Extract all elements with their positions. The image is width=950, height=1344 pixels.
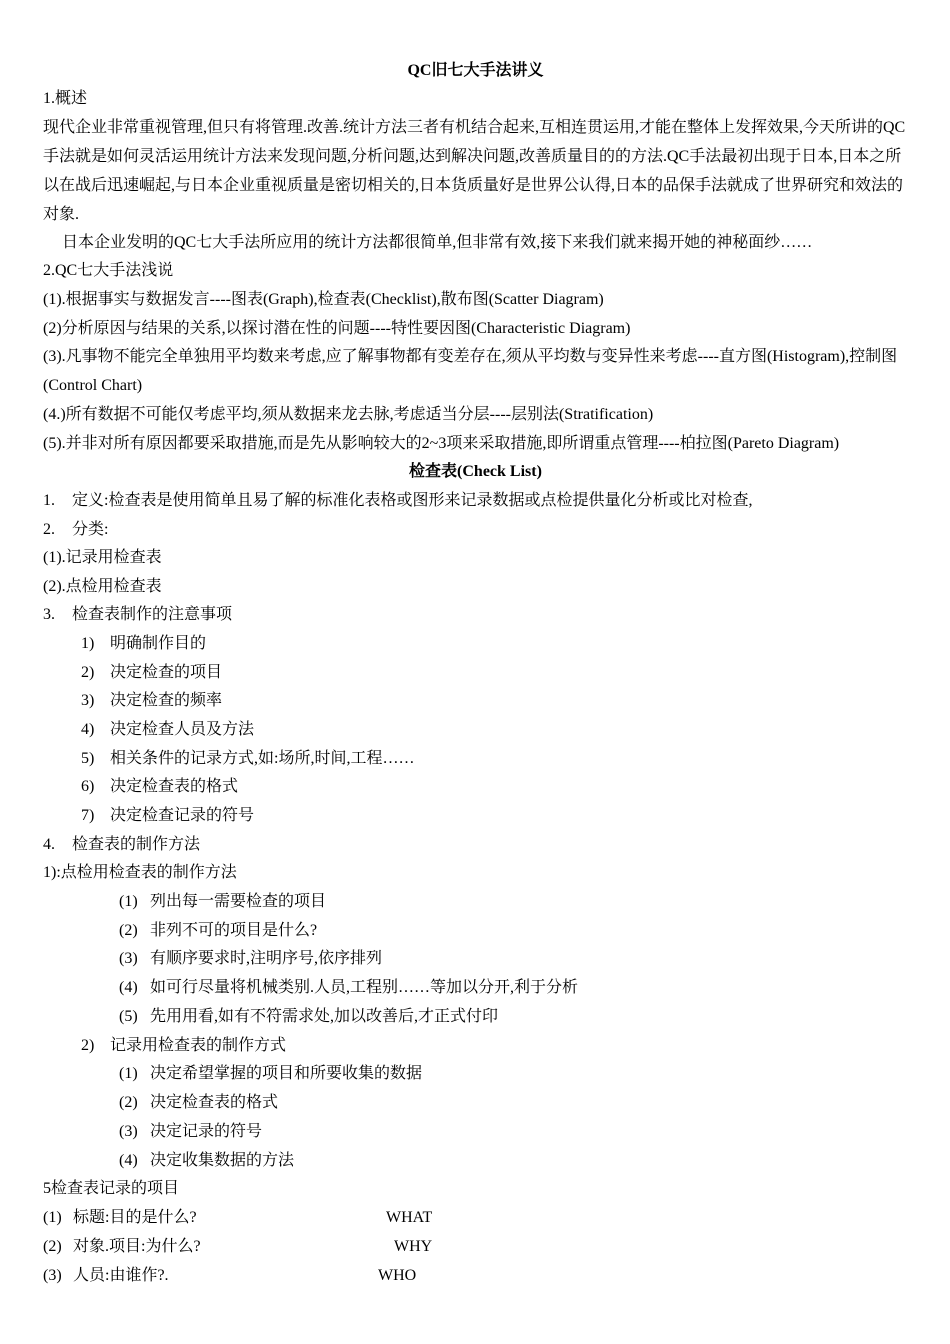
item-text: 决定检查人员及方法	[110, 721, 255, 738]
item-text: 决定收集数据的方法	[150, 1152, 295, 1169]
item-text: 决定记录的符号	[150, 1123, 263, 1140]
item-text: 决定检查表的格式	[150, 1094, 279, 1111]
item-number: 1.	[43, 492, 55, 509]
item-text: 如可行尽量将机械类别.人员,工程别……等加以分开,利于分析	[150, 979, 579, 996]
item-text: 明确制作目的	[110, 635, 207, 652]
point-check-method-heading: 1):点检用检查表的制作方法	[43, 864, 237, 881]
item-text: 决定检查的项目	[110, 664, 223, 681]
item-number: (1)	[119, 1065, 138, 1082]
method-step	[119, 973, 908, 1002]
section-1-heading: 1.概述	[43, 90, 88, 107]
method-step	[119, 1002, 908, 1031]
section-2-item: (5).并非对所有原因都要采取措施,而是先从影响较大的2~3项来采取措施,即所谓重点管理----柏拉图(Pareto Diagram)	[43, 435, 840, 452]
check-item-3	[43, 600, 908, 629]
item-number: 6)	[81, 778, 95, 795]
section-1-paragraph: 现代企业非常重视管理,但只有将管理.改善.统计方法三者有机结合起来,互相连贯运用,才能在整体上发挥效果,今天所讲的QC手法就是如何灵活运用统计方法来发现问题,分析问题,达到解决问题,改善质量目的的方法.QC手法最初出现于日本,日本之所以在战后迅速崛起,与日本企业重视质量是密切相关的,日本货质量好是世界公认得,日本的品保手法就成了世界研究和效法的对象.	[43, 119, 906, 223]
item-text: 非列不可的项目是什么?	[150, 922, 318, 939]
method-step	[119, 944, 908, 973]
item-text: 决定检查的频率	[110, 692, 223, 709]
item-text: 列出每一需要检查的项目	[150, 893, 327, 910]
item-text: 先用用看,如有不符需求处,加以改善后,才正式付印	[150, 1008, 499, 1025]
item-number: (2)	[119, 922, 138, 939]
item-text: 分类:	[72, 521, 109, 538]
method-step	[119, 1117, 908, 1146]
item-number: (3)	[119, 1123, 138, 1140]
record-item	[43, 1203, 908, 1232]
section-5-heading: 5检查表记录的项目	[43, 1180, 180, 1197]
item-number: 4)	[81, 721, 95, 738]
item-number: 1)	[81, 635, 95, 652]
item-number: (1)	[43, 1209, 62, 1226]
item-number: 5)	[81, 750, 95, 767]
item-number: 2.	[43, 521, 55, 538]
item-number: (4)	[119, 1152, 138, 1169]
section-1-paragraph-2: 日本企业发明的QC七大手法所应用的统计方法都很简单,但非常有效,接下来我们就来揭开她的神秘面纱……	[62, 234, 813, 251]
item-number: 3.	[43, 606, 55, 623]
classification-item: (2).点检用检查表	[43, 578, 162, 595]
method-step	[119, 916, 908, 945]
record-item-keyword: WHO	[378, 1267, 417, 1284]
section-2-item: (2)分析原因与结果的关系,以探讨潜在性的问题----特性要因图(Characteristic Diagram)	[43, 320, 631, 337]
item-text: 决定检查表的格式	[110, 778, 239, 795]
item-text: 人员:由谁作?.	[73, 1267, 169, 1284]
item-text: 检查表的制作方法	[72, 836, 201, 853]
section-2-item: (3).凡事物不能完全单独用平均数来考虑,应了解事物都有变差存在,须从平均数与变异性来考虑----直方图(Histogram),控制图(Control Chart)	[43, 348, 898, 394]
record-check-method-heading	[81, 1031, 908, 1060]
item-number: 7)	[81, 807, 95, 824]
item-text: 记录用检查表的制作方式	[110, 1037, 287, 1054]
section-2-item: (4.)所有数据不可能仅考虑平均,须从数据来龙去脉,考虑适当分层----层别法(Stratification)	[43, 406, 654, 423]
item-number: 2)	[81, 664, 95, 681]
check-item-2	[43, 515, 908, 544]
check-item-4	[43, 830, 908, 859]
item-text: 标题:目的是什么?	[73, 1209, 197, 1226]
item-text: 有顺序要求时,注明序号,依序排列	[150, 950, 383, 967]
record-item	[43, 1232, 908, 1261]
notice-item	[81, 629, 908, 658]
item-text: 检查表制作的注意事项	[72, 606, 233, 623]
item-text: 相关条件的记录方式,如:场所,时间,工程……	[110, 750, 415, 767]
classification-item: (1).记录用检查表	[43, 549, 162, 566]
method-step	[119, 1059, 908, 1088]
check-item-1	[43, 486, 908, 515]
notice-item	[81, 772, 908, 801]
item-text: 对象.项目:为什么?	[73, 1238, 201, 1255]
record-item	[43, 1261, 908, 1290]
notice-item	[81, 801, 908, 830]
section-2-heading: 2.QC七大手法浅说	[43, 262, 174, 279]
item-number: (5)	[119, 1008, 138, 1025]
notice-item	[81, 686, 908, 715]
record-item-keyword: WHAT	[386, 1209, 433, 1226]
item-number: (2)	[43, 1238, 62, 1255]
item-number: (2)	[119, 1094, 138, 1111]
item-text: 决定检查记录的符号	[110, 807, 255, 824]
item-number: (1)	[119, 893, 138, 910]
item-number: (3)	[119, 950, 138, 967]
item-number: 2)	[81, 1037, 95, 1054]
item-number: (4)	[119, 979, 138, 996]
item-number: 3)	[81, 692, 95, 709]
method-step	[119, 1088, 908, 1117]
record-item-keyword: WHY	[394, 1238, 433, 1255]
notice-item	[81, 658, 908, 687]
item-number: (3)	[43, 1267, 62, 1284]
section-2-item: (1).根据事实与数据发言----图表(Graph),检查表(Checklist),散布图(Scatter Diagram)	[43, 291, 604, 308]
check-list-title: 检查表(Check List)	[409, 463, 542, 480]
notice-item	[81, 715, 908, 744]
document-title: QC旧七大手法讲义	[407, 62, 544, 79]
item-number: 4.	[43, 836, 55, 853]
method-step	[119, 887, 908, 916]
item-text: 定义:检查表是使用简单且易了解的标准化表格或图形来记录数据或点检提供量化分析或比对检查,	[72, 492, 753, 509]
method-step	[119, 1146, 908, 1175]
item-text: 决定希望掌握的项目和所要收集的数据	[150, 1065, 423, 1082]
notice-item	[81, 744, 908, 773]
